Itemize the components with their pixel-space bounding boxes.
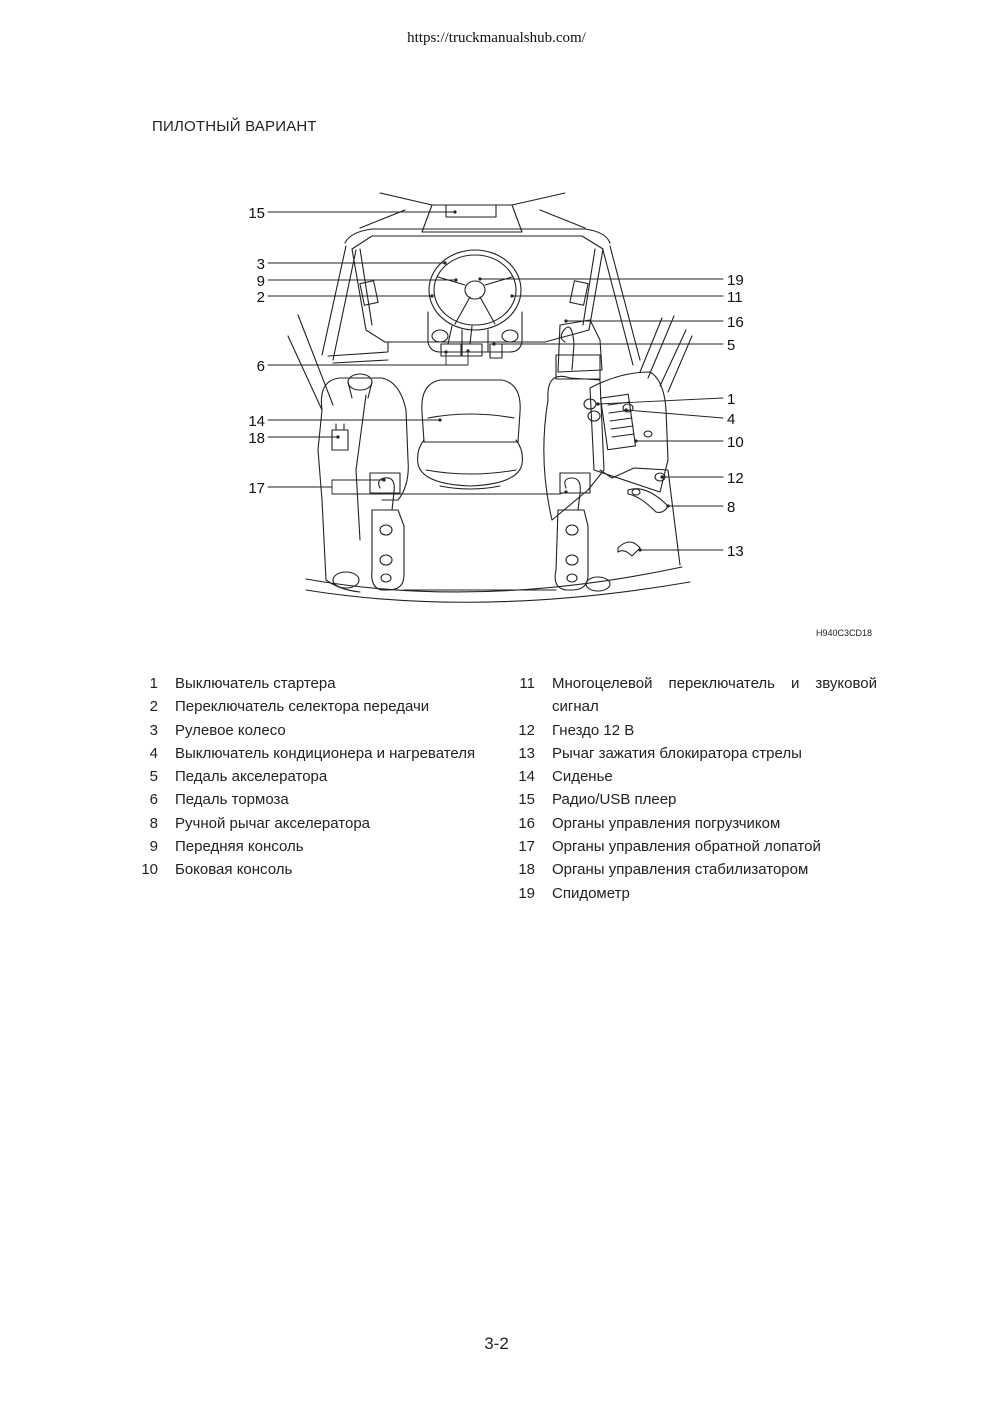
- legend-number: 12: [518, 721, 535, 739]
- callout-number: 13: [727, 543, 744, 560]
- legend-item: [136, 765, 506, 788]
- legend-number: 17: [518, 838, 535, 856]
- callout-leader-lines: [268, 212, 723, 550]
- callout-number: 1: [727, 391, 736, 408]
- legend-text: Органы управления погрузчиком: [552, 814, 781, 832]
- legend-text: Спидометр: [552, 884, 630, 902]
- legend-number: 14: [518, 768, 535, 786]
- legend-item: [136, 788, 506, 811]
- steering-wheel-drawing: [428, 250, 522, 352]
- callout-number: 5: [727, 337, 736, 354]
- legend-item: [136, 858, 506, 881]
- legend-number: 16: [518, 814, 535, 832]
- callout-number: 4: [727, 411, 736, 428]
- legend-text: Переключатель селектора передачи: [175, 698, 430, 716]
- figure-code: H940C3CD18: [816, 628, 873, 638]
- callout-number: 6: [256, 358, 265, 375]
- legend-number: 1: [149, 675, 158, 692]
- legend-text: Гнездо 12 В: [552, 721, 635, 739]
- legend-item: [512, 858, 877, 881]
- legend-item: [512, 742, 877, 765]
- callout-number: 12: [727, 470, 744, 487]
- left-joystick-drawing: [333, 473, 404, 590]
- legend-text: Сиденье: [552, 768, 613, 786]
- legend-number: 13: [518, 744, 535, 762]
- page-number: 3-2: [484, 1334, 509, 1353]
- callout-number: 14: [248, 413, 265, 430]
- legend-text: Боковая консоль: [175, 861, 293, 879]
- right-console-drawing: [544, 320, 680, 565]
- legend-item: [512, 835, 877, 858]
- legend-item: [136, 695, 506, 718]
- radio-panel-drawing: [360, 193, 585, 232]
- legend-number: 4: [149, 744, 158, 762]
- callout-number: 9: [256, 273, 265, 290]
- callout-number: 16: [727, 314, 744, 331]
- callout-number: 18: [248, 430, 265, 447]
- legend-text: Рулевое колесо: [175, 721, 286, 739]
- callout-numbers-right: [727, 272, 744, 560]
- callout-number: 19: [727, 272, 744, 289]
- callout-number: 3: [256, 256, 265, 273]
- legend-text: Рычаг зажатия блокиратора стрелы: [552, 744, 802, 762]
- section-title: ПИЛОТНЫЙ ВАРИАНТ: [152, 118, 317, 135]
- callout-number: 10: [727, 434, 744, 451]
- legend-number: 19: [518, 884, 535, 902]
- legend-number: 8: [149, 814, 158, 832]
- legend-number: 10: [141, 861, 158, 879]
- callout-numbers-left: [248, 205, 265, 497]
- callout-number: 11: [727, 289, 743, 306]
- legend-text: Органы управления стабилизатором: [552, 861, 809, 879]
- legend-item: [512, 672, 877, 719]
- cab-interior-diagram: [0, 0, 993, 640]
- callout-number: 8: [727, 499, 736, 516]
- legend-item: [136, 742, 506, 765]
- legend-number: 18: [518, 861, 535, 879]
- legend-text: Многоцелевой переключатель и звуковой сигнал: [552, 675, 877, 716]
- legend-number: 6: [149, 791, 158, 809]
- legend-item: [512, 882, 877, 905]
- legend-text: Органы управления обратной лопатой: [552, 838, 821, 856]
- seat-drawing: [418, 380, 523, 489]
- legend-number: 3: [149, 721, 158, 739]
- legend-left-column: [136, 672, 506, 882]
- legend-number: 5: [149, 768, 158, 786]
- legend-text: Педаль акселератора: [175, 768, 328, 786]
- legend-item: [512, 719, 877, 742]
- legend-text: Ручной рычаг акселератора: [175, 814, 371, 832]
- legend-item: [512, 765, 877, 788]
- legend-item: [136, 835, 506, 858]
- legend-text: Выключатель стартера: [175, 675, 336, 692]
- legend-number: 9: [149, 838, 158, 856]
- legend-text: Педаль тормоза: [175, 791, 289, 809]
- legend-text: Передняя консоль: [175, 838, 304, 856]
- callout-number: 17: [248, 480, 265, 497]
- legend-item: [512, 812, 877, 835]
- legend-right-column: [512, 672, 877, 905]
- legend-number: 2: [149, 698, 158, 716]
- legend-text: Выключатель кондиционера и нагревателя: [175, 744, 476, 762]
- right-joystick-drawing: [555, 473, 610, 591]
- legend-item: [136, 812, 506, 835]
- callout-number: 15: [248, 205, 265, 222]
- legend-item: [136, 719, 506, 742]
- legend-number: 11: [519, 675, 535, 692]
- cab-floor-drawing: [306, 567, 690, 602]
- legend-item: [136, 672, 506, 695]
- legend-number: 15: [518, 791, 535, 809]
- source-url[interactable]: https://truckmanualshub.com/: [407, 30, 586, 46]
- legend-item: [512, 788, 877, 811]
- left-console-drawing: [318, 374, 408, 580]
- callout-number: 2: [256, 289, 265, 306]
- legend-text: Радио/USB плеер: [552, 791, 677, 809]
